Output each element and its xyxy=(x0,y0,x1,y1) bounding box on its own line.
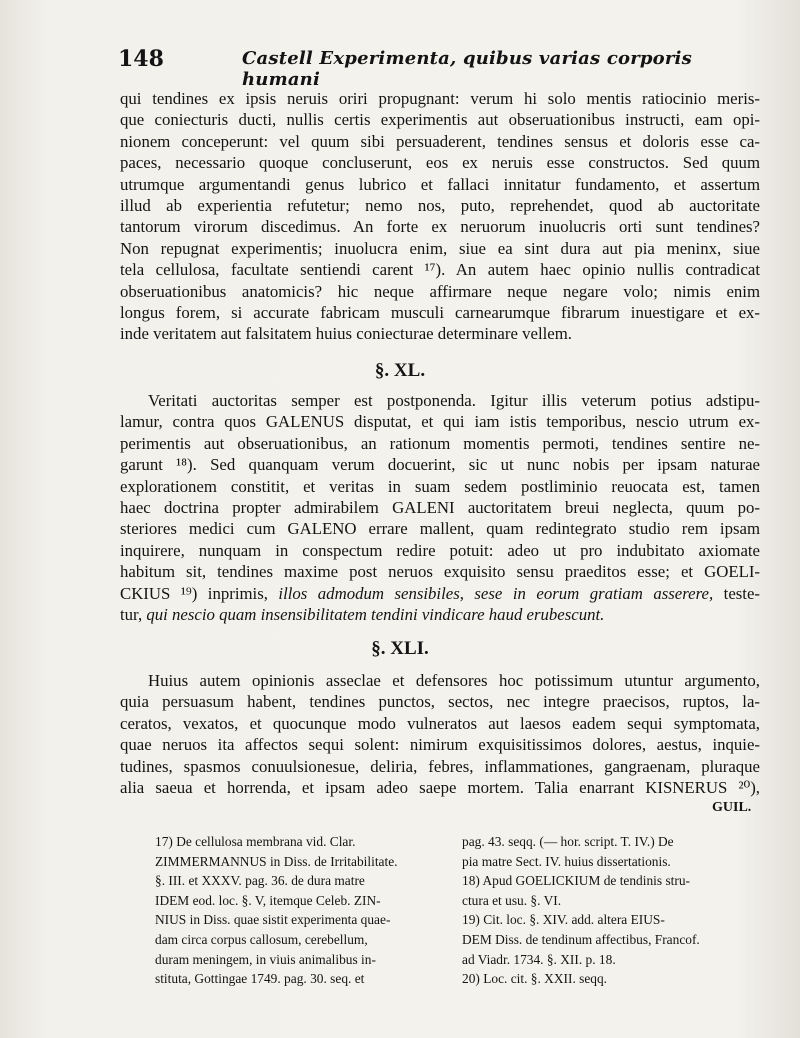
text-line: illud ab experientia refutetur; nemo nos, puto, reprehendet, quod ab auctoritate xyxy=(120,196,760,216)
text-line: alia saeua et horrenda, et ipsam adeo saepe mortem. Talia enarrant KISNERUS ²⁰), xyxy=(120,778,760,798)
footnote-line: pia matre Sect. IV. huius dissertationis. xyxy=(462,853,671,869)
footnotes-left-column xyxy=(155,832,442,989)
text-line: nionem conceperunt: vel quum sibi persuaderent, tendines sensus et doloris esse ca- xyxy=(120,131,760,151)
paragraph-continuation xyxy=(120,88,760,345)
text-line: Veritati auctoritas semper est postponenda. Igitur illis veterum potius adstipu- xyxy=(148,391,760,410)
footnote-line: IDEM eod. loc. §. V, itemque Celeb. ZIN- xyxy=(155,892,381,908)
text-line: quae neruos ita affectos sequi solent: nimirum exquisitissimos dolores, aestus, inquie- xyxy=(120,735,760,755)
text-line: inde veritatem aut falsitatem huius coniecturae determinare vellem. xyxy=(120,324,572,344)
text-line: tudines, spasmos conuulsionesue, deliria, febres, inflammationes, gangraenam, pluraque xyxy=(120,756,760,776)
text-line: paces, necessario quoque concluserunt, eos ex neruis esse constructos. Sed quum xyxy=(120,153,760,173)
text-line xyxy=(120,583,760,604)
text-line: longus forem, si accurate fabricam musculi carnearumque fibrarum inuestigare et ex- xyxy=(120,303,760,323)
text-line: garunt ¹⁸). Sed quanquam verum docuerint, sic ut nunc nobis per ipsam naturae xyxy=(120,455,760,475)
footnote-line: duram meningem, in viuis animalibus in- xyxy=(155,951,376,967)
text-line: haec doctrina propter admirabilem GALENI auctoritatem breui neglecta, quum po- xyxy=(120,498,760,518)
text-line: steriores medici cum GALENO errare mallent, quam redintegrato studio rem ipsam xyxy=(120,519,760,539)
footnote-line: 20) Loc. cit. §. XXII. seqq. xyxy=(462,971,608,987)
text-line xyxy=(120,604,760,625)
footnotes-right-column xyxy=(462,832,765,989)
text-line: ceratos, vexatos, et quocunque modo vulneratos aut laesos eadem sequi symptomata, xyxy=(120,713,760,733)
footnote-line: ad Viadr. 1734. §. XII. p. 18. xyxy=(462,951,616,967)
footnote-line: NIUS in Diss. quae sistit experimenta quae- xyxy=(155,912,391,928)
text-line: Non repugnat experimentis; inuolucra enim, siue ea sint dura aut pia meninx, siue xyxy=(120,238,760,258)
italic-quote: illos admodum sensibiles, sese in eorum gratiam asserere, xyxy=(278,583,714,603)
text-run: CKIUS ¹⁹) inprimis, xyxy=(120,583,268,603)
text-line: habitum sit, tendines maxime post neruos exquisito sensu praeditos esse; et GOELI- xyxy=(120,562,760,582)
section-heading-41: §. XLI. xyxy=(371,638,429,659)
text-line: quia persuasum habent, tendines punctos, sectos, nec integre praecisos, ruptos, la- xyxy=(120,692,760,712)
text-line: perimentis aut obseruationibus, an rationum momentis permoti, tendines sentire ne- xyxy=(120,433,760,453)
footnote-line: dam circa corpus callosum, cerebellum, xyxy=(155,931,368,947)
text-line: lamur, contra quos GALENUS disputat, et qui iam istis temporibus, nescio utrum ex- xyxy=(120,412,760,432)
text-run: tur, xyxy=(120,605,143,625)
footnote-line: 18) Apud GOELICKIUM de tendinis stru- xyxy=(462,873,690,889)
page-number: 148 xyxy=(118,46,164,72)
footnote-line: DEM Diss. de tendinum affectibus, Francof. xyxy=(462,931,700,947)
text-line: tantorum virorum discedimus. An forte ex neruorum inuolucris orti sunt tendines? xyxy=(120,217,760,237)
text-line: Huius autem opinionis asseclae et defensores hoc potissimum utuntur argumento, xyxy=(148,671,760,690)
text-line: inquirere, nunquam in conspectum redire potuit: adeo ut pro indubitato axiomate xyxy=(120,540,760,560)
text-line: que coniecturis ducti, nullis certis experimentis aut obseruationibus instructi, eam opi- xyxy=(120,110,760,130)
text-line: explorationem constitit, et veritas in suam sedem postliminio reuocata est, tamen xyxy=(120,476,760,496)
footnote-line: pag. 43. seqq. (— hor. script. T. IV.) De xyxy=(462,834,674,849)
text-line: qui tendines ex ipsis neruis oriri propugnant: verum hi solo mentis ratiocinio meris- xyxy=(120,89,760,108)
catchword: GUIL. xyxy=(712,800,752,815)
footnote-line: stituta, Gottingae 1749. pag. 30. seq. et xyxy=(155,971,365,987)
section-41-paragraph xyxy=(120,670,760,798)
footnote-line: 19) Cit. loc. §. XIV. add. altera EIUS- xyxy=(462,912,665,928)
running-title: Castell Experimenta, quibus varias corporis humani xyxy=(242,48,692,90)
footnote-line: ZIMMERMANNUS in Diss. de Irritabilitate. xyxy=(155,853,398,869)
footnote-line: 17) De cellulosa membrana vid. Clar. xyxy=(155,834,356,849)
footnote-line: §. III. et XXXV. pag. 36. de dura matre xyxy=(155,873,365,889)
text-line: utrumque argumentandi genus lubrico et fallaci innitatur fundamento, et assertum xyxy=(120,174,760,194)
footnote-line: ctura et usu. §. VI. xyxy=(462,892,562,908)
section-heading-40: §. XL. xyxy=(374,360,426,381)
page-header xyxy=(118,44,758,90)
text-line: obseruationibus anatomicis? hic neque affirmare neque negare volo; nimis enim xyxy=(120,281,760,301)
italic-quote: qui nescio quam insensibilitatem tendini vindicare haud erubescunt. xyxy=(146,605,605,625)
text-run: teste- xyxy=(723,583,760,603)
text-line: tela cellulosa, facultate sentiendi carent ¹⁷). An autem haec opinio nullis contradicat xyxy=(120,260,760,280)
section-40-paragraph xyxy=(120,390,760,625)
